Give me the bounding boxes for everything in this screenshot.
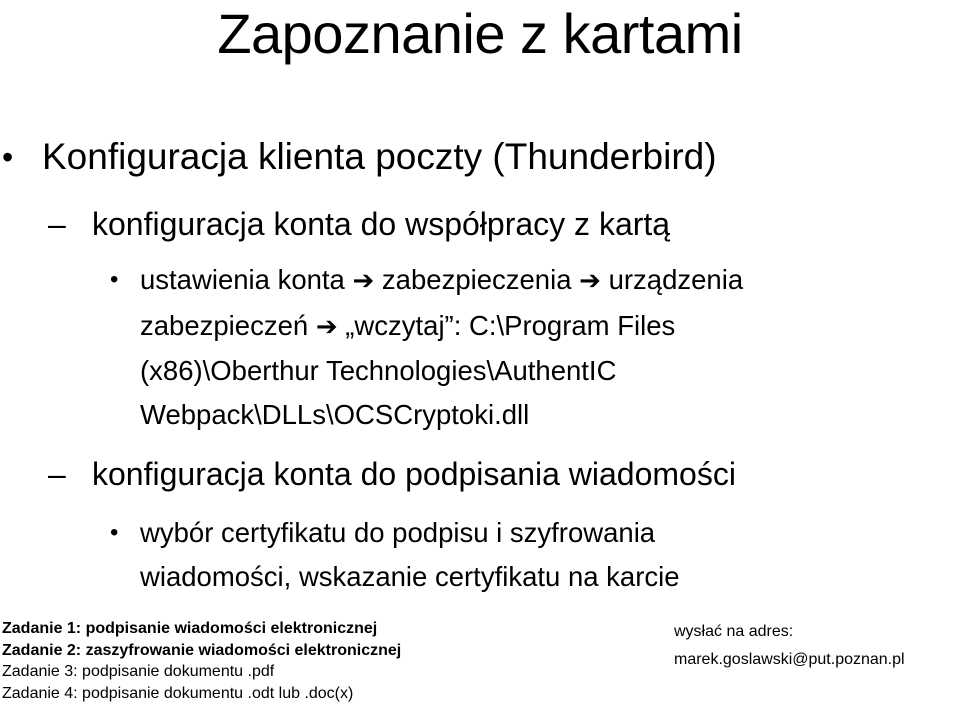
task-item: Zadanie 3: podpisanie dokumentu .pdf xyxy=(2,663,275,680)
page-title: Zapoznanie z kartami xyxy=(217,2,743,65)
bullet-dot-icon: • xyxy=(110,266,119,293)
send-to-label: wysłać na adres: xyxy=(674,623,794,640)
dash-icon: – xyxy=(48,456,66,492)
bullet-dot-icon: • xyxy=(2,139,14,175)
bullet-level3-settings-text xyxy=(140,258,920,436)
arrow-right-icon: ➔ xyxy=(352,266,375,296)
settings-part4: „wczytaj”: C:\Program Files (x86)\Oberthur Technologies\AuthentIC Webpack\DLLs\OCSCryptoki.dll xyxy=(140,309,676,430)
bullet-level3-certificate-text: wybór certyfikatu do podpisu i szyfrowania wiadomości, wskazanie certyfikatu na karcie xyxy=(140,517,680,592)
dash-icon: – xyxy=(48,206,66,242)
settings-part1: ustawienia konta xyxy=(140,264,353,295)
settings-part2: zabezpieczenia xyxy=(374,264,580,295)
arrow-right-icon: ➔ xyxy=(315,311,338,342)
bullet-level1-text: Konfiguracja klienta poczty (Thunderbird) xyxy=(42,136,717,177)
send-to-email: marek.goslawski@put.poznan.pl xyxy=(674,651,905,668)
send-to-block xyxy=(674,618,905,674)
task-item: Zadanie 2: zaszyfrowanie wiadomości elektronicznej xyxy=(2,641,402,659)
bullet-level2-config-text: konfiguracja konta do współpracy z kartą xyxy=(92,206,671,242)
bullet-dot-icon: • xyxy=(110,519,119,546)
bullet-level2-signing-text: konfiguracja konta do podpisania wiadomości xyxy=(92,456,736,492)
settings-part3: urządzenia zabezpieczeń xyxy=(140,264,744,341)
task-item: Zadanie 1: podpisanie wiadomości elektronicznej xyxy=(2,620,378,637)
task-list xyxy=(2,618,401,704)
task-item: Zadanie 4: podpisanie dokumentu .odt lub .doc(x) xyxy=(2,684,354,702)
arrow-right-icon: ➔ xyxy=(579,266,601,296)
